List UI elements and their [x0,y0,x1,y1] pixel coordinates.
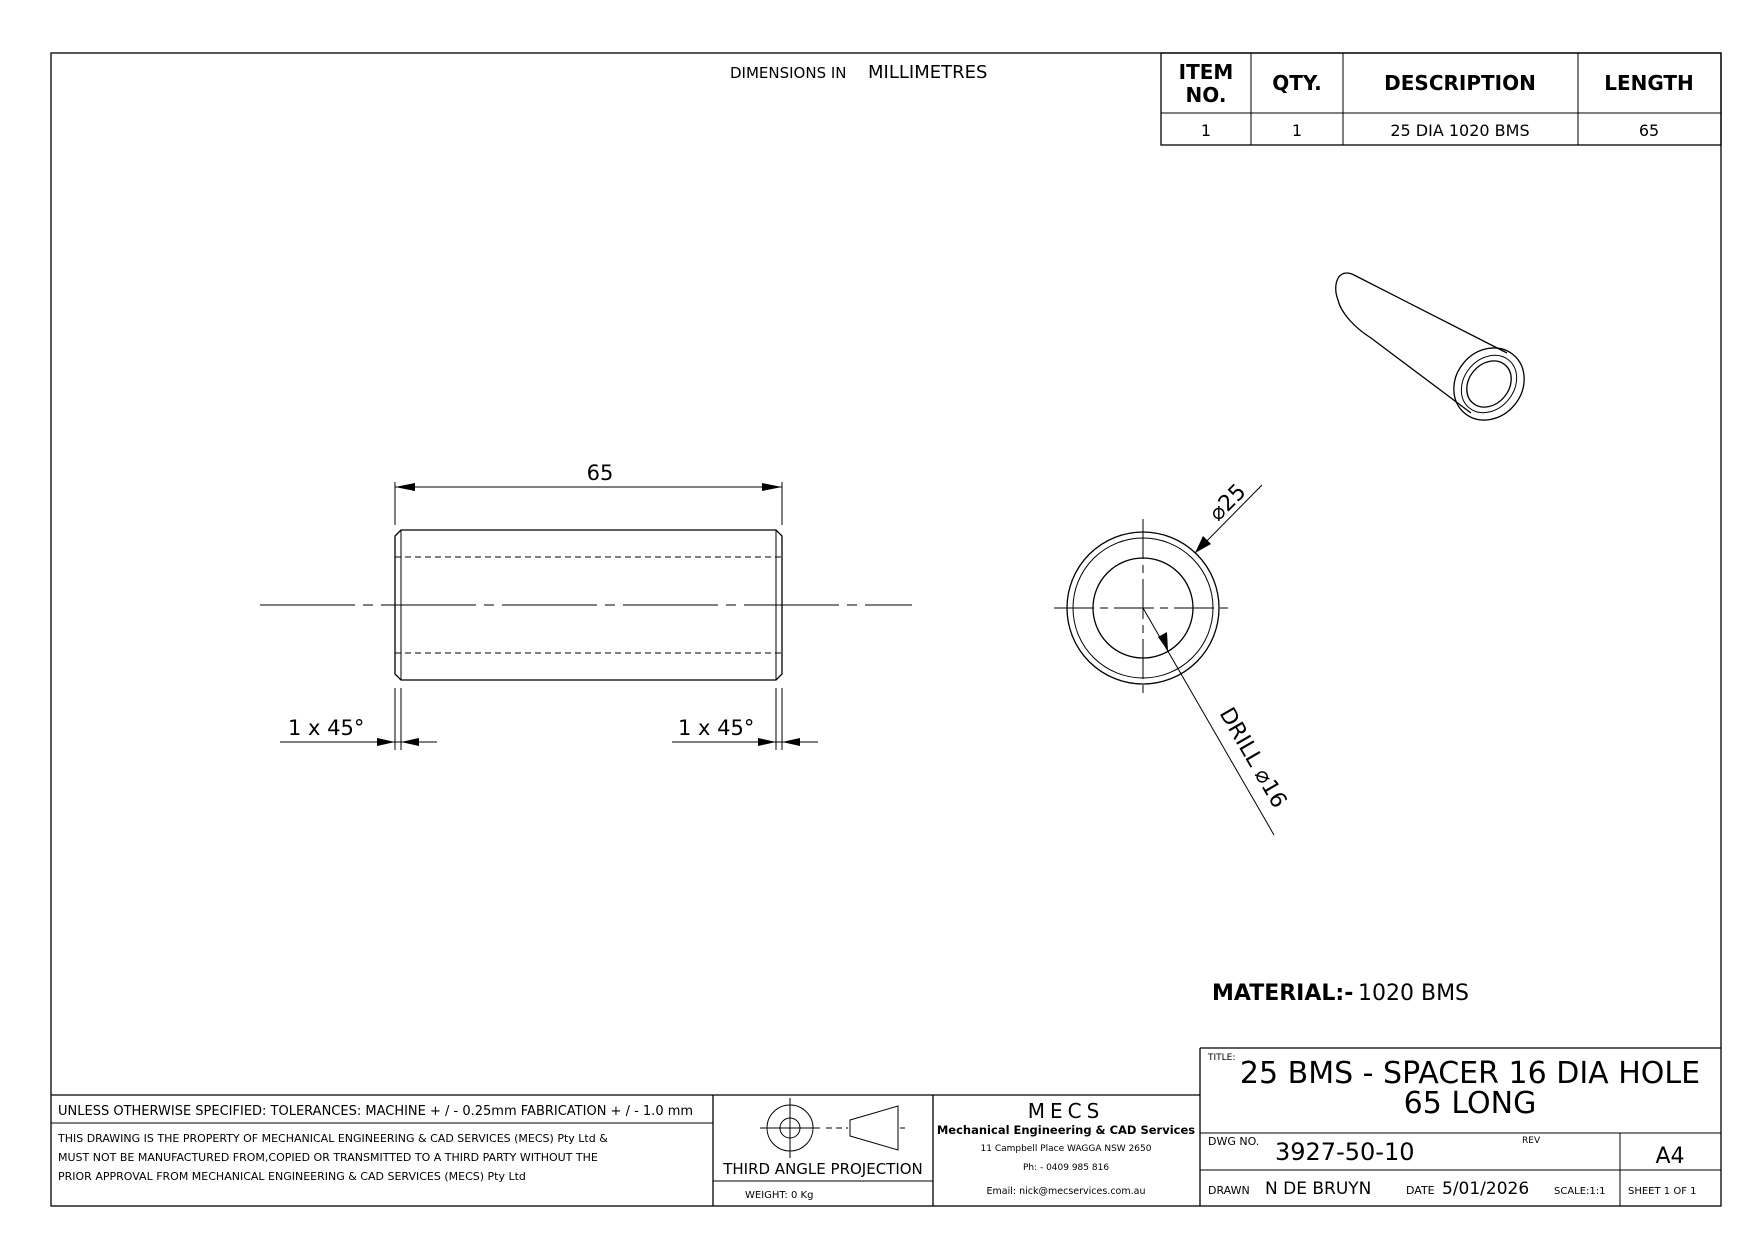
dwg-no: 3927-50-10 [1275,1138,1415,1166]
drawing-title-line2: 65 LONG [1403,1086,1537,1121]
chamfer-left-dimension: 1 x 45° [288,716,365,740]
sheet-size: A4 [1655,1144,1685,1169]
notice-line1: THIS DRAWING IS THE PROPERTY OF MECHANICAL ENGINEERING & CAD SERVICES (MECS) Pty Ltd & [58,1132,608,1145]
bom-header-item-no: NO. [1185,83,1227,107]
scale: SCALE:1:1 [1554,1186,1606,1197]
iso-end-outer [1439,334,1538,435]
bom-cell-description: 25 DIA 1020 BMS [1390,121,1530,140]
company-name: Mechanical Engineering & CAD Services [936,1123,1196,1137]
sheet-number: SHEET 1 OF 1 [1628,1186,1697,1197]
drawn-by: N DE BRUYN [1265,1179,1372,1199]
sheet-border [51,53,1721,1206]
company-logo: MECS [1027,1099,1105,1123]
bom-header-description: DESCRIPTION [1384,71,1536,95]
bom-cell-length: 65 [1638,121,1660,140]
dimensions-unit: MILLIMETRES [868,62,988,83]
date-value: 5/01/2026 [1442,1179,1530,1199]
dimensions-label: DIMENSIONS IN [730,64,847,82]
iso-outline [1336,273,1471,413]
drill-dimension: DRILL ⌀16 [1213,703,1292,813]
title-block [51,1048,1721,1206]
dwg-no-label: DWG NO. [1208,1135,1260,1148]
bom-cell-qty: 1 [1291,121,1303,140]
bom-header-qty: QTY. [1272,71,1322,95]
bom-header-item: ITEM [1178,60,1234,84]
rev-label: REV [1522,1136,1541,1146]
side-view [260,461,912,750]
company-email: Email: nick@mecservices.com.au [986,1186,1146,1197]
notice-line2: MUST NOT BE MANUFACTURED FROM,COPIED OR TRANSMITTED TO A THIRD PARTY WITHOUT THE [58,1151,598,1164]
material-value: 1020 BMS [1358,981,1470,1006]
bom-table [1161,53,1721,145]
company-address: 11 Campbell Place WAGGA NSW 2650 [980,1144,1152,1154]
weight: WEIGHT: 0 Kg [745,1190,814,1201]
date-label: DATE [1406,1184,1435,1197]
title-label: TITLE: [1208,1053,1236,1063]
tolerances-note: UNLESS OTHERWISE SPECIFIED: TOLERANCES: MACHINE + / - 0.25mm FABRICATION + / - 1.0 mm [58,1104,694,1119]
bom-cell-item: 1 [1200,121,1212,140]
length-dimension: 65 [586,461,614,485]
company-phone: Ph: - 0409 985 816 [1022,1163,1110,1173]
isometric-view [1336,273,1539,434]
end-view [1054,479,1291,835]
projection-label: THIRD ANGLE PROJECTION [723,1160,923,1178]
chamfer-right-dimension: 1 x 45° [678,716,755,740]
drawing-title-line1: 25 BMS - SPACER 16 DIA HOLE [1239,1056,1701,1091]
projection-symbol [760,1098,905,1158]
drawn-label: DRAWN [1208,1184,1250,1197]
bom-header-length: LENGTH [1604,71,1694,95]
outer-diameter-dimension: ⌀25 [1204,479,1252,527]
notice-line3: PRIOR APPROVAL FROM MECHANICAL ENGINEERING & CAD SERVICES (MECS) Pty Ltd [58,1170,526,1183]
material-label: MATERIAL:- [1212,981,1354,1006]
